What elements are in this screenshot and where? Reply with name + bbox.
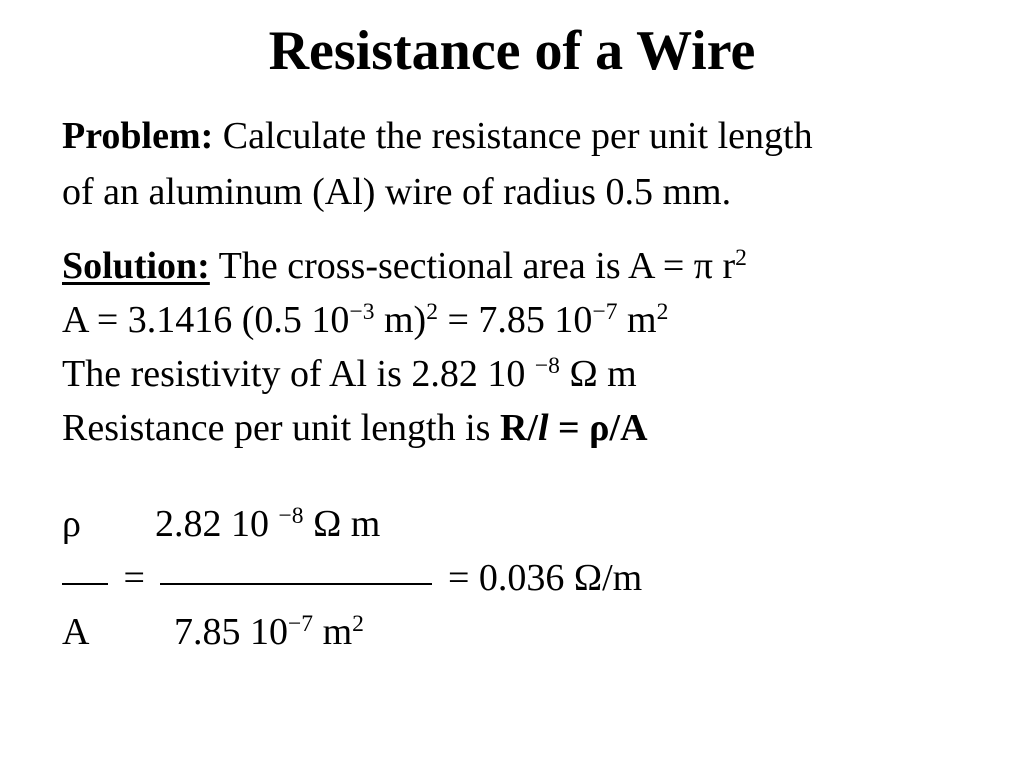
problem-line-2	[62, 170, 731, 214]
denominator-unit: m	[313, 611, 353, 653]
denominator-exponent: −7	[288, 611, 314, 638]
problem-text-2: of an aluminum (Al) wire of radius 0.5 mm.	[62, 171, 732, 213]
left-fraction-bar	[62, 583, 108, 585]
denominator-value: 7.85 10	[174, 611, 288, 653]
solution-label: Solution:	[62, 245, 210, 287]
fraction-bar-row	[62, 556, 642, 600]
area-formula-part-b: m)	[374, 299, 427, 341]
denominator-unit-exponent: 2	[352, 611, 364, 638]
solution-line-1	[62, 244, 747, 288]
resistivity-text: The resistivity of Al is 2.82 10	[62, 353, 535, 395]
resistivity-unit: Ω m	[559, 353, 637, 395]
fraction-numerator	[155, 502, 380, 546]
fraction-left-numerator: ρ	[62, 503, 81, 545]
formula-rho-over-a: = ρ/A	[548, 407, 648, 449]
slide-title: Resistance of a Wire	[268, 20, 756, 82]
fraction-equals: =	[123, 557, 145, 599]
area-formula-exp-c: −7	[592, 299, 618, 326]
solution-line-3	[62, 352, 637, 396]
numerator-exponent: −8	[278, 503, 304, 530]
area-formula-exp-a: −3	[349, 299, 375, 326]
problem-line-1	[62, 114, 813, 158]
solution-text-1: The cross-sectional area is A = π r	[209, 245, 736, 287]
area-formula-part-d: m	[617, 299, 657, 341]
solution-line-2	[62, 298, 668, 342]
numerator-value: 2.82 10	[155, 503, 279, 545]
solution-line-4	[62, 406, 648, 450]
numerator-unit: Ω m	[303, 503, 381, 545]
area-formula-exp-b: 2	[426, 299, 438, 326]
formula-r-over: R/	[499, 407, 538, 449]
problem-text-1: Calculate the resistance per unit length	[213, 115, 813, 157]
fraction-left-denominator: A	[62, 611, 90, 653]
problem-label: Problem:	[62, 115, 214, 157]
resistance-per-length-text: Resistance per unit length is	[62, 407, 500, 449]
right-fraction-bar	[160, 583, 432, 585]
area-formula-part-c: = 7.85 10	[438, 299, 593, 341]
formula-l: l	[537, 407, 549, 449]
resistivity-exponent: −8	[534, 353, 560, 380]
fraction-result: = 0.036 Ω/m	[447, 557, 643, 599]
solution-text-1-exponent: 2	[735, 245, 747, 272]
fraction-denominator	[174, 610, 364, 654]
area-formula-exp-d: 2	[656, 299, 669, 326]
area-formula-part-a: A = 3.1416 (0.5 10	[62, 299, 350, 341]
